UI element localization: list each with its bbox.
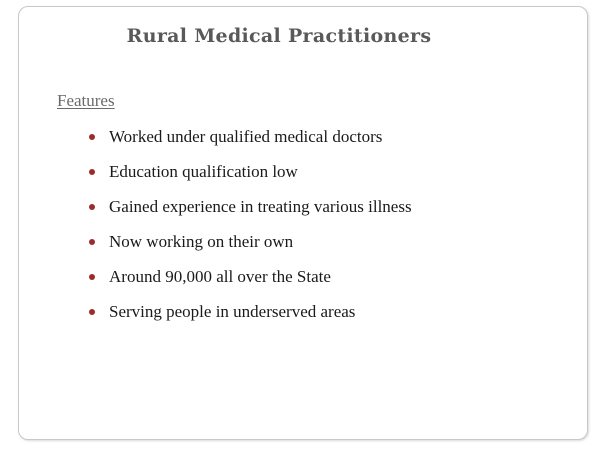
bullet-icon	[89, 274, 95, 280]
slide-frame	[18, 6, 588, 440]
bullet-icon	[89, 204, 95, 210]
bullet-icon	[89, 134, 95, 140]
bullet-text: Serving people in underserved areas	[109, 302, 356, 321]
bullet-icon	[89, 239, 95, 245]
bullet-text: Worked under qualified medical doctors	[109, 127, 383, 146]
bullet-text: Around 90,000 all over the State	[109, 267, 331, 286]
section-heading: Features	[57, 91, 115, 110]
bullet-text: Now working on their own	[109, 232, 294, 251]
bullet-icon	[89, 169, 95, 175]
slide-title: Rural Medical Practitioners	[126, 25, 432, 47]
bullet-icon	[89, 309, 95, 315]
bullet-text: Gained experience in treating various illness	[109, 197, 412, 216]
bullet-text: Education qualification low	[109, 162, 298, 181]
